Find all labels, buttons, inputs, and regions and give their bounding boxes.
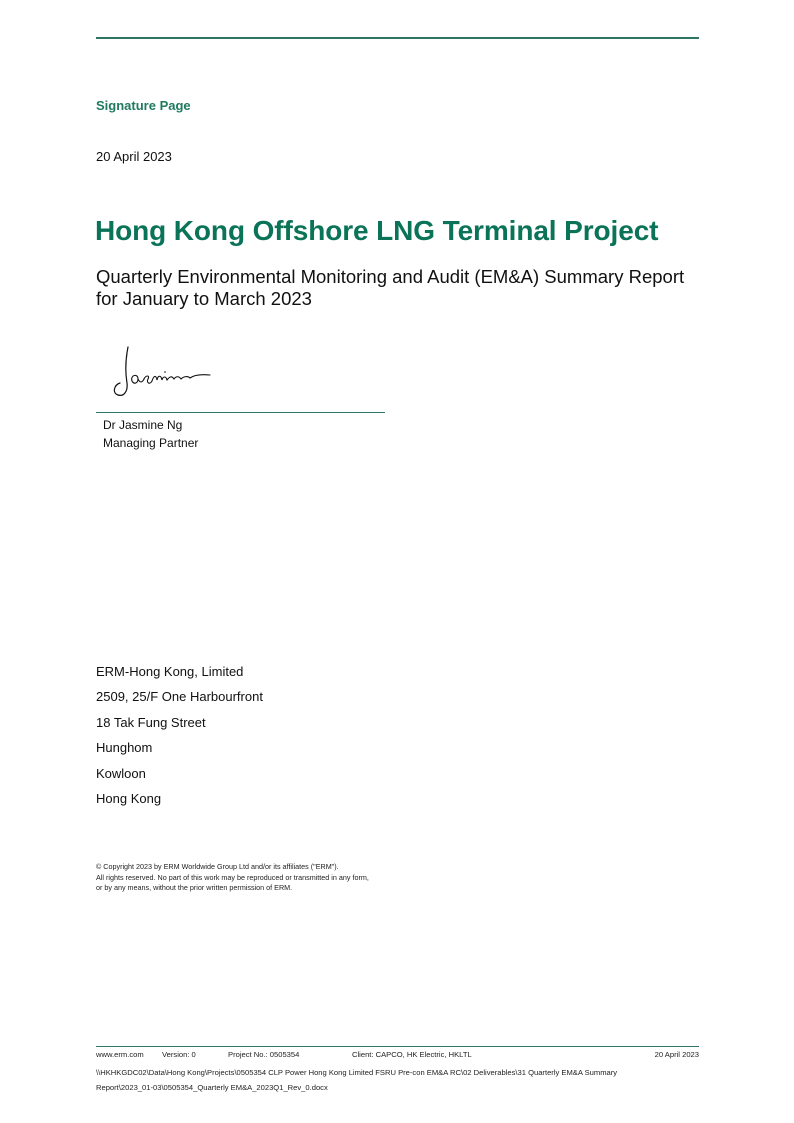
address-line: Hong Kong (96, 790, 162, 806)
address-line: Kowloon (96, 765, 146, 781)
address-line: 2509, 25/F One Harbourfront (96, 689, 263, 705)
copyright-notice (96, 862, 369, 894)
handwritten-signature (110, 343, 230, 403)
document-title: Hong Kong Offshore LNG Terminal Project (95, 215, 659, 246)
address-line: 18 Tak Fung Street (96, 714, 206, 730)
signature-icon (110, 343, 230, 403)
company-address (96, 664, 263, 816)
address-line: Hunghom (96, 740, 153, 756)
signatory-role: Managing Partner (103, 436, 199, 450)
signature-line (96, 412, 385, 413)
signatory-name: Dr Jasmine Ng (103, 418, 183, 432)
footer-file-path (96, 1065, 696, 1095)
header-rule (96, 37, 699, 39)
footer-project-no: Project No.: 0505354 (228, 1050, 300, 1059)
subtitle-line-1: Quarterly Environmental Monitoring and Audit (EM&A) Summary Report (96, 266, 685, 287)
address-line: ERM-Hong Kong, Limited (96, 664, 244, 679)
file-path-line-1: \\HKHKGDC02\Data\Hong Kong\Projects\0505354 CLP Power Hong Kong Limited FSRU Pre-con EM&A RC\02 Deliverables\31 Quarterly EM&A Summary (96, 1068, 618, 1077)
section-label: Signature Page (96, 98, 191, 113)
copyright-line-2: All rights reserved. No part of this work may be reproduced or transmitted in any form, (96, 872, 369, 882)
subtitle-line-2: for January to March 2023 (96, 288, 312, 309)
footer-website: www.erm.com (96, 1050, 144, 1059)
file-path-line-2: Report\2023_01-03\0505354_Quarterly EM&A_2023Q1_Rev_0.docx (96, 1083, 328, 1092)
footer-version: Version: 0 (162, 1050, 196, 1059)
footer-client: Client: CAPCO, HK Electric, HKLTL (352, 1050, 472, 1059)
document-subtitle (96, 266, 716, 310)
copyright-line-1: © Copyright 2023 by ERM Worldwide Group Ltd and/or its affiliates ("ERM"). (96, 862, 339, 871)
footer-date: 20 April 2023 (654, 1050, 699, 1059)
document-date: 20 April 2023 (96, 149, 172, 164)
footer-rule (96, 1046, 699, 1047)
copyright-line-3: or by any means, without the prior written permission of ERM. (96, 883, 293, 892)
